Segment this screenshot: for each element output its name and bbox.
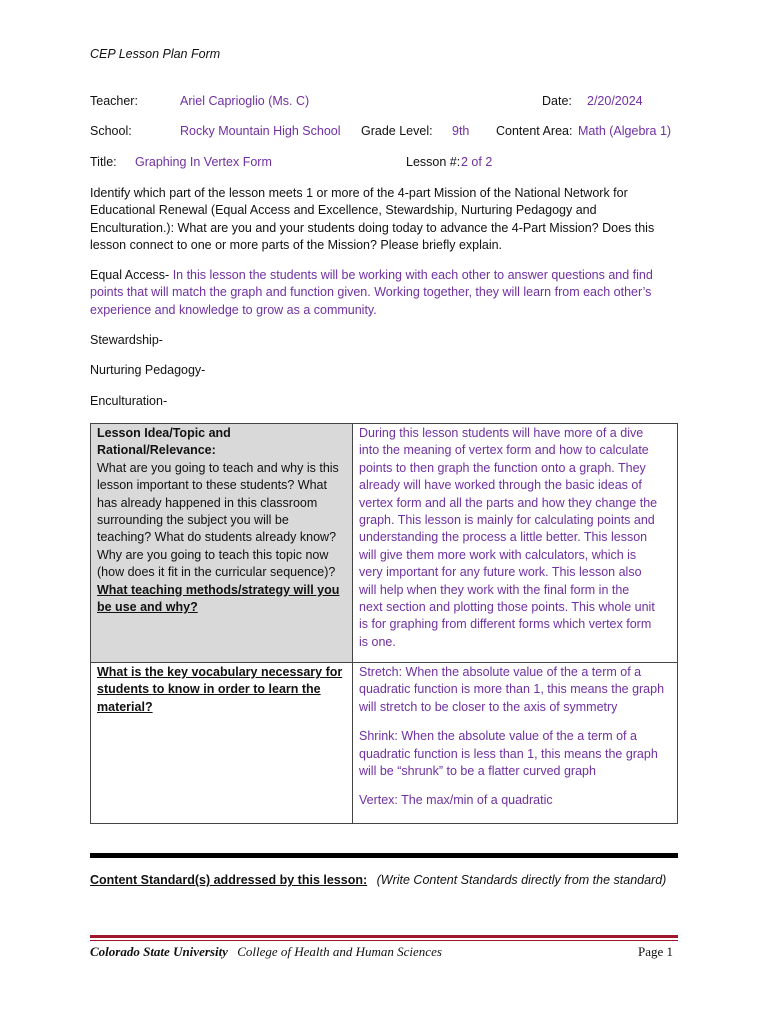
- date-label: Date:: [542, 94, 572, 108]
- answer-line: very important for any future work. This lesson also: [359, 565, 642, 580]
- vocab-shrink: Shrink: When the absolute value of the a term of a: [359, 729, 637, 744]
- equal-access-text: experience and knowledge to grow as a community.: [90, 302, 377, 317]
- content-area-value: Math (Algebra 1): [578, 124, 672, 138]
- vocab-stretch: Stretch: When the absolute value of the a term of a: [359, 665, 642, 679]
- school-value: Rocky Mountain High School: [180, 124, 341, 138]
- lesson-idea-answer-cell: [353, 424, 678, 663]
- teaching-methods-question: be use and why?: [97, 600, 198, 615]
- content-standards-label: Content Standard(s) addressed by this lesson:: [90, 873, 368, 887]
- teaching-methods-question: What teaching methods/strategy will you: [97, 582, 340, 597]
- vocabulary-answer-cell: [353, 663, 678, 824]
- answer-line: is for graphing from different forms which vertex form: [359, 617, 652, 632]
- lesson-number-value: 2 of 2: [461, 155, 493, 169]
- grade-level-value: 9th: [452, 124, 470, 138]
- equal-access-label: Equal Access-: [90, 268, 170, 282]
- form-title: CEP Lesson Plan Form: [90, 47, 221, 61]
- lesson-idea-question: What are you going to teach and why is this: [97, 460, 339, 475]
- vocab-vertex: Vertex: The max/min of a quadratic: [359, 793, 553, 808]
- footer-university: Colorado State University: [90, 944, 228, 959]
- table-row: [91, 663, 678, 824]
- footer-left: [90, 944, 442, 960]
- vocabulary-heading: What is the key vocabulary necessary for: [97, 665, 343, 679]
- lesson-idea-label-cell: [91, 424, 353, 663]
- lesson-idea-heading: Lesson Idea/Topic and Rational/Relevance:: [97, 426, 231, 458]
- lesson-idea-question: Why are you going to teach this topic now: [97, 547, 329, 562]
- mission-prompt-line: Enculturation.): What are you and your students doing today to advance the 4-Part Mission? Does this: [90, 220, 655, 235]
- footer-rule: [90, 935, 678, 938]
- answer-line: understanding the process a little better. This lesson: [359, 530, 648, 545]
- mission-prompt-line: Educational Renewal (Equal Access and Excellence, Stewardship, Nurturing Pedagogy and: [90, 203, 597, 218]
- answer-line: will give them more work with calculators, which is: [359, 547, 637, 562]
- footer-rule-thin: [90, 940, 678, 941]
- mission-prompt-line: Identify which part of the lesson meets 1 or more of the 4-part Mission of the National Network for: [90, 186, 628, 200]
- lesson-plan-table: [90, 423, 678, 824]
- answer-line: into the meaning of vertex form and how to calculate: [359, 443, 649, 458]
- answer-line: will help when they work with the final form in the: [359, 582, 630, 597]
- equal-access-text: In this lesson the students will be working with each other to answer questions and find: [169, 268, 653, 282]
- vocab-shrink: will be “shrunk” to be a flatter curved graph: [359, 764, 596, 779]
- lesson-idea-question: has already happened in this classroom: [97, 495, 318, 510]
- vocab-stretch: quadratic function is more than 1, this means the graph: [359, 682, 665, 697]
- table-row: [91, 424, 678, 663]
- vocabulary-heading: students to know in order to learn the: [97, 682, 321, 697]
- lesson-idea-question: (how does it fit in the curricular sequence)?: [97, 565, 336, 580]
- vocabulary-heading: material?: [97, 699, 153, 714]
- title-value: Graphing In Vertex Form: [135, 155, 272, 169]
- lesson-number-label: Lesson #:: [406, 155, 461, 169]
- teacher-label: Teacher:: [90, 94, 138, 108]
- answer-line: already will have worked through the basic ideas of: [359, 478, 642, 493]
- content-standards-line: [90, 873, 666, 887]
- nurturing-pedagogy-label: Nurturing Pedagogy-: [90, 363, 206, 377]
- mission-prompt: [90, 185, 680, 254]
- content-area-label: Content Area:: [496, 124, 573, 138]
- answer-line: points to then graph the function onto a graph. They: [359, 460, 646, 475]
- school-label: School:: [90, 124, 132, 138]
- vocabulary-label-cell: [91, 663, 353, 824]
- section-divider: [90, 853, 678, 858]
- lesson-idea-question: surrounding the subject you will be: [97, 513, 289, 528]
- enculturation-label: Enculturation-: [90, 394, 168, 408]
- lesson-idea-question: lesson important to these students? What: [97, 478, 327, 493]
- answer-line: graph. This lesson is mainly for calculating points and: [359, 513, 655, 528]
- teacher-value: Ariel Caprioglio (Ms. C): [180, 94, 310, 108]
- answer-line: next section and plotting those points. This whole unit: [359, 600, 655, 615]
- equal-access-text: points that will match the graph and function given. Working together, they will learn from each other’s: [90, 285, 652, 300]
- date-value: 2/20/2024: [587, 94, 643, 108]
- answer-line: vertex form and all the parts and how they change the: [359, 495, 658, 510]
- mission-prompt-line: lesson connect to one or more parts of the Mission? Please briefly explain.: [90, 237, 503, 252]
- page-number: Page 1: [638, 944, 674, 959]
- lesson-idea-question: teaching? What do students already know?: [97, 530, 337, 545]
- grade-level-label: Grade Level:: [361, 124, 433, 138]
- vocab-stretch: will stretch to be closer to the axis of symmetry: [359, 699, 618, 714]
- answer-line: During this lesson students will have more of a dive: [359, 426, 644, 440]
- footer-college: College of Health and Human Sciences: [237, 944, 442, 959]
- vocab-shrink: quadratic function is less than 1, this means the graph: [359, 746, 658, 761]
- equal-access-section: [90, 267, 680, 319]
- stewardship-label: Stewardship-: [90, 333, 163, 347]
- answer-line: is one.: [359, 634, 396, 649]
- content-standards-note: (Write Content Standards directly from the standard): [376, 873, 667, 887]
- title-label: Title:: [90, 155, 117, 169]
